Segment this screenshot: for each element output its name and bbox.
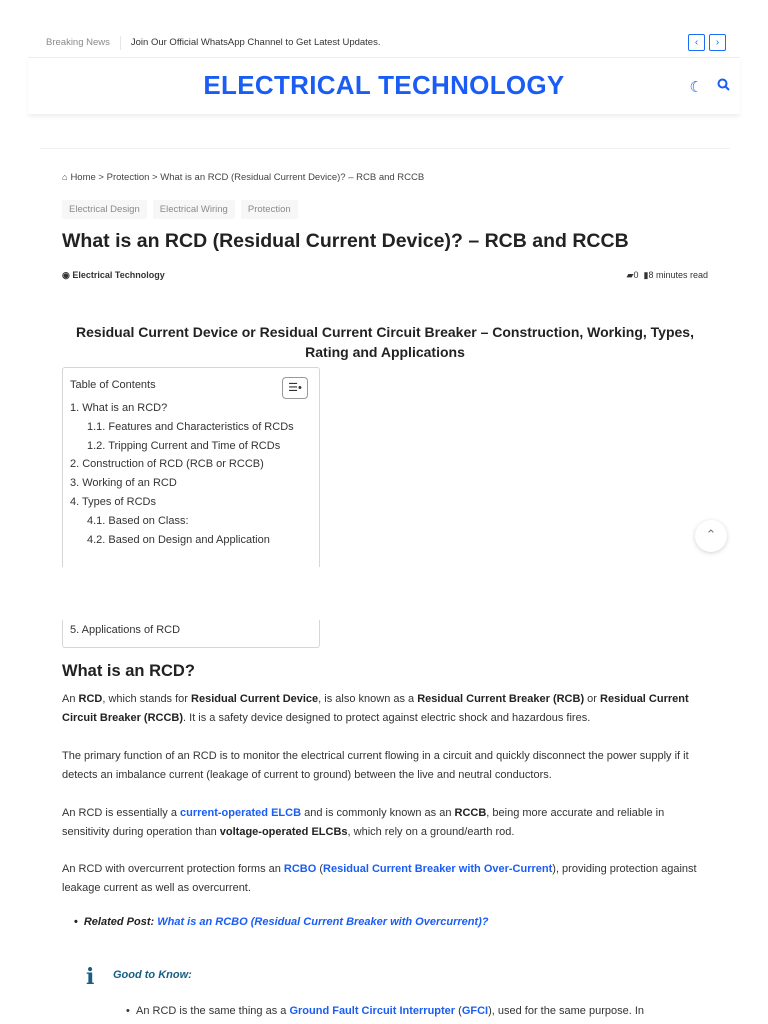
table-of-contents [62, 367, 320, 567]
text: An RCD is essentially a [62, 807, 180, 819]
header-icons [690, 78, 730, 96]
good-to-know-label: Good to Know: [113, 969, 192, 981]
list-item [126, 1005, 706, 1017]
chevron-right-icon[interactable]: › [709, 34, 726, 51]
chevron-left-icon[interactable]: ‹ [688, 34, 705, 51]
link[interactable]: current-operated ELCB [180, 807, 302, 819]
home-icon: ⌂ [62, 172, 68, 182]
category-tag[interactable]: Electrical Design [62, 200, 147, 219]
post-author[interactable] [62, 270, 165, 281]
toc-item[interactable]: 2. Construction of RCD (RCB or RCCB) [70, 458, 264, 471]
bold-text: Residual Current Breaker (RCB) [417, 693, 585, 705]
bold-text: Residual Current Device [191, 693, 319, 705]
text: , is also known as a [318, 693, 418, 705]
text: ), used for the same purpose. In [488, 1005, 645, 1017]
toc-item[interactable]: 4.2. Based on Design and Application [87, 533, 270, 546]
link[interactable]: GFCI [461, 1005, 489, 1017]
search-icon[interactable] [717, 78, 730, 96]
paragraph [62, 804, 710, 842]
paragraph [62, 690, 710, 728]
bookmark-icon: ▮ [643, 270, 649, 280]
toc-title: Table of Contents [70, 379, 156, 391]
site-logo[interactable]: ELECTRICAL TECHNOLOGY [203, 70, 565, 100]
breadcrumb-section[interactable]: Protection [106, 172, 150, 183]
text: ( [316, 863, 324, 875]
scroll-to-top-button[interactable] [695, 520, 727, 552]
toc-item[interactable]: 4. Types of RCDs [70, 495, 156, 508]
text: ( [455, 1005, 462, 1017]
text: , which rely on a ground/earth rod. [347, 826, 515, 838]
text: , being more accurate and reliable in sensitivity during operation than [62, 807, 665, 838]
breaking-news-nav [688, 34, 740, 51]
breaking-news-bar [28, 28, 740, 58]
toc-toggle-button[interactable] [282, 377, 308, 399]
bullet: • [126, 1005, 130, 1017]
post-subtitle: Residual Current Device or Residual Current Circuit Breaker – Construction, Working, Types, Rating and Applications [76, 324, 694, 360]
toc-item[interactable]: 1.1. Features and Characteristics of RCDs [87, 420, 294, 433]
link[interactable]: Residual Current Breaker with Over-Current [323, 863, 553, 875]
text: , which stands for [102, 693, 192, 705]
breadcrumb-current: What is an RCD (Residual Current Device)? – RCB and RCCB [160, 172, 425, 183]
bold-text: RCCB [454, 807, 487, 819]
related-post-link[interactable]: What is an RCBO (Residual Current Breaker with Overcurrent)? [157, 916, 489, 928]
link[interactable]: RCBO [283, 863, 317, 875]
category-tags [62, 200, 298, 219]
text: An RCD is the same thing as a [135, 1005, 290, 1017]
site-header [28, 58, 740, 114]
bold-text: Residual Current Circuit Breaker (RCCB) [62, 693, 689, 724]
paragraph [62, 860, 710, 898]
bold-text: RCD [78, 693, 103, 705]
toc-item[interactable]: 5. Applications of RCD [62, 620, 320, 648]
category-tag[interactable]: Electrical Wiring [153, 200, 235, 219]
text: and is commonly known as an [301, 807, 455, 819]
toc-item[interactable]: 1. What is an RCD? [70, 402, 168, 414]
text: An RCD with overcurrent protection forms an [62, 863, 284, 875]
breaking-news-text[interactable]: Join Our Official WhatsApp Channel to Get Latest Updates. [130, 37, 381, 48]
breadcrumb [62, 172, 424, 183]
link[interactable]: Ground Fault Circuit Interrupter [289, 1005, 456, 1017]
chevron-up-icon: ⌃ [705, 527, 717, 542]
toc-item[interactable]: 3. Working of an RCD [70, 477, 177, 490]
toc-item[interactable]: 1.2. Tripping Current and Time of RCDs [87, 439, 281, 452]
bullet: • [74, 916, 78, 928]
comment-icon: ▰ [626, 270, 634, 280]
bold-text: voltage-operated ELCBs [219, 826, 348, 838]
moon-icon[interactable]: ☾ [689, 79, 703, 96]
related-post-label: Related Post: [83, 916, 158, 928]
list-icon: ☰• [288, 382, 302, 394]
breadcrumb-separator: > [98, 172, 104, 183]
related-post [74, 916, 489, 928]
post-meta [62, 270, 708, 281]
post-stats [627, 270, 708, 281]
post-title: What is an RCD (Residual Current Device)? – RCB and RCCB [62, 230, 629, 252]
breadcrumb-home[interactable]: Home [70, 172, 96, 183]
text: ), providing protection against leakage current as well as overcurrent. [62, 863, 697, 894]
user-icon: ◉ [62, 270, 70, 280]
paragraph: The primary function of an RCD is to monitor the electrical current flowing in a circuit and quickly disconnect the power supply if it detects an imbalance current (leakage of current to ground) between the live and neutral conductors. [62, 750, 689, 781]
text: . It is a safety device designed to protect against electric shock and hazardous fires. [183, 712, 591, 724]
toc-list [70, 399, 319, 549]
text: An [62, 693, 79, 705]
category-tag[interactable]: Protection [241, 200, 298, 219]
author-name[interactable]: Electrical Technology [72, 270, 165, 280]
comment-count[interactable]: 0 [633, 270, 639, 280]
info-icon: i [86, 964, 95, 990]
text: or [584, 693, 601, 705]
toc-item[interactable]: 4.1. Based on Class: [87, 514, 189, 527]
breadcrumb-separator: > [152, 172, 158, 183]
breaking-news-label: Breaking News [28, 36, 121, 50]
section-heading: What is an RCD? [62, 662, 195, 680]
read-time: 8 minutes read [648, 270, 708, 280]
